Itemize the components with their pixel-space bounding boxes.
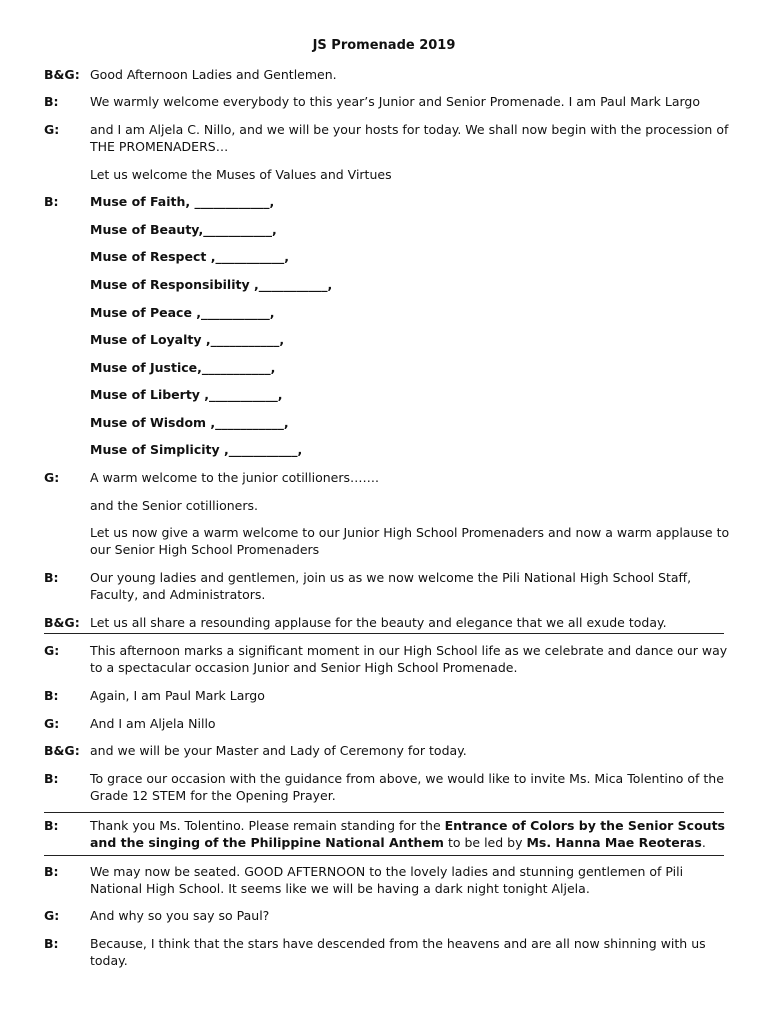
line-text-part: to be led by	[443, 835, 527, 850]
line-text: Because, I think that the stars have descended from the heavens and are all now shinning with us today.	[90, 936, 706, 968]
line-text: To grace our occasion with the guidance from above, we would like to invite Ms. Mica Tolentino of the Grade 12 STEM for the Opening Prayer.	[90, 771, 724, 803]
line-text: And I am Aljela Nillo	[90, 716, 216, 731]
line-text-bold-part: Ms. Hanna Mae Reoteras	[526, 835, 702, 850]
speaker-label: B&G:	[44, 743, 80, 758]
section-divider	[44, 812, 724, 813]
muse-line: Muse of Loyalty ,___________,	[90, 332, 285, 347]
speaker-label: B:	[44, 818, 59, 833]
section-divider	[44, 633, 724, 634]
muse-line: Muse of Simplicity ,___________,	[90, 442, 303, 457]
speaker-label: G:	[44, 643, 60, 658]
muse-line: Muse of Justice,___________,	[90, 360, 276, 375]
muse-line: Muse of Liberty ,___________,	[90, 387, 283, 402]
line-text: Let us all share a resounding applause for the beauty and elegance that we all exude today.	[90, 615, 667, 630]
document-title: JS Promenade 2019	[312, 38, 456, 53]
speaker-label: B:	[44, 771, 59, 786]
speaker-label: G:	[44, 470, 60, 485]
speaker-label: B&G:	[44, 615, 80, 630]
speaker-label: B:	[44, 194, 59, 209]
muse-line: Muse of Respect ,___________,	[90, 249, 289, 264]
line-text: We may now be seated. GOOD AFTERNOON to the lovely ladies and stunning gentlemen of Pili National High School. It seems like we will be having a dark night tonight Aljela.	[90, 864, 684, 896]
speaker-label: G:	[44, 122, 60, 137]
speaker-label: G:	[44, 716, 60, 731]
line-text: Again, I am Paul Mark Largo	[90, 688, 265, 703]
line-text: Let us now give a warm welcome to our Junior High School Promenaders and now a warm applause to our Senior High School Promenaders	[90, 525, 730, 557]
line-text	[90, 817, 730, 851]
speaker-label: G:	[44, 908, 60, 923]
line-text: Let us welcome the Muses of Values and Virtues	[90, 167, 392, 182]
line-text-part: .	[701, 835, 706, 850]
speaker-label: B:	[44, 688, 59, 703]
muse-line: Muse of Responsibility ,___________,	[90, 277, 333, 292]
speaker-label: B:	[44, 570, 59, 585]
speaker-label: B&G:	[44, 67, 80, 82]
line-text: This afternoon marks a significant moment in our High School life as we celebrate and dance our way to a spectacular occasion Junior and Senior High School Promenade.	[90, 643, 728, 675]
muse-line: Muse of Wisdom ,___________,	[90, 415, 289, 430]
line-text: A warm welcome to the junior cotillioners…….	[90, 470, 379, 485]
line-text: We warmly welcome everybody to this year’s Junior and Senior Promenade. I am Paul Mark Largo	[90, 94, 700, 109]
muse-line: Muse of Faith, ____________,	[90, 194, 275, 209]
line-text-bold-part: Entrance of Colors by the Senior Scouts and the singing of the Philippine National Anthem	[90, 818, 725, 850]
speaker-label: B:	[44, 864, 59, 879]
muse-line: Muse of Beauty,___________,	[90, 222, 277, 237]
section-divider	[44, 855, 724, 856]
line-text: and I am Aljela C. Nillo, and we will be your hosts for today. We shall now begin with the procession of THE PROMENADERS…	[90, 122, 729, 154]
line-text: And why so you say so Paul?	[90, 908, 270, 923]
line-text-part: Thank you Ms. Tolentino. Please remain standing for the	[90, 818, 445, 833]
line-text: and the Senior cotillioners.	[90, 498, 258, 513]
speaker-label: B:	[44, 936, 59, 951]
muse-line: Muse of Peace ,___________,	[90, 305, 275, 320]
line-text: and we will be your Master and Lady of Ceremony for today.	[90, 743, 467, 758]
speaker-label: B:	[44, 94, 59, 109]
line-text: Our young ladies and gentlemen, join us as we now welcome the Pili National High School Staff, Faculty, and Administrators.	[90, 570, 692, 602]
line-text: Good Afternoon Ladies and Gentlemen.	[90, 67, 337, 82]
